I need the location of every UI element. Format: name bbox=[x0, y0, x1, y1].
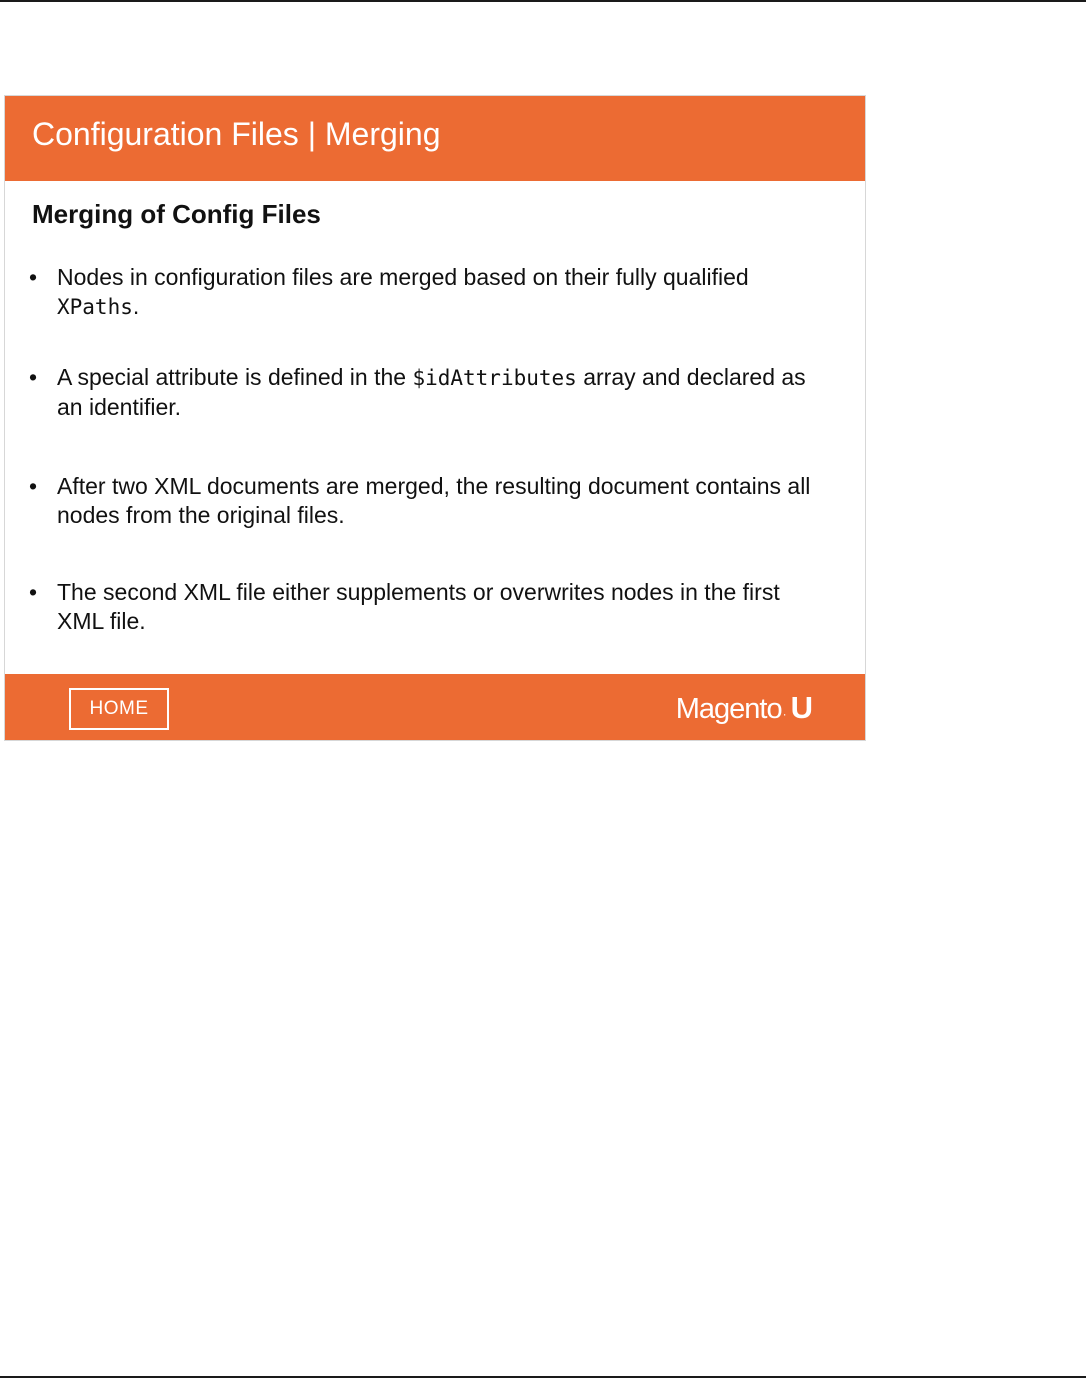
slide-footer-bar bbox=[5, 674, 865, 740]
bullet-item bbox=[29, 578, 829, 636]
logo-dot: · bbox=[782, 707, 787, 721]
bullet-text-after: array and declared as an identifier. bbox=[57, 364, 806, 420]
logo-u: U bbox=[790, 690, 813, 725]
section-heading: Merging of Config Files bbox=[32, 199, 321, 229]
bullet-text-after: . bbox=[132, 293, 140, 319]
bullet-text: After two XML documents are merged, the resulting document contains all nodes from the original files. bbox=[57, 473, 811, 528]
bullet-text bbox=[57, 263, 829, 322]
code-id-attributes: $idAttributes bbox=[412, 366, 577, 390]
logo-wordmark: Magento bbox=[675, 693, 782, 725]
slide-header-bar bbox=[5, 96, 865, 181]
magento-u-logo bbox=[676, 690, 813, 726]
bullet-marker: • bbox=[29, 473, 38, 499]
bullet-text bbox=[57, 363, 829, 422]
bullet-item bbox=[29, 363, 829, 422]
bullet-item bbox=[29, 472, 829, 530]
code-xpaths: XPaths bbox=[57, 295, 133, 319]
bullet-text: The second XML file either supplements or overwrites nodes in the first XML file. bbox=[57, 579, 780, 634]
home-button[interactable]: HOME bbox=[69, 688, 169, 730]
bullet-text-before: Nodes in configuration files are merged based on their fully qualified bbox=[57, 264, 749, 290]
bullet-text-before: A special attribute is defined in the bbox=[57, 364, 413, 390]
bullet-marker: • bbox=[29, 264, 38, 290]
bullet-marker: • bbox=[29, 364, 38, 390]
bullet-marker: • bbox=[29, 579, 38, 605]
top-divider bbox=[0, 0, 1086, 2]
bullet-item bbox=[29, 263, 829, 322]
slide-panel bbox=[4, 95, 866, 741]
slide-title: Configuration Files | Merging bbox=[32, 116, 441, 152]
